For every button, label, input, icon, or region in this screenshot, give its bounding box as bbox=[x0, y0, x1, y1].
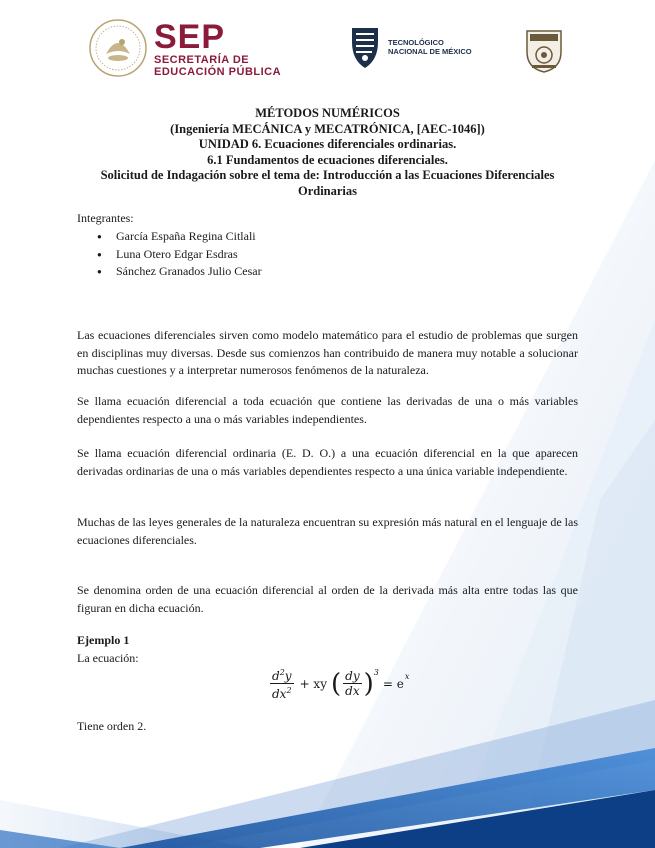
course-title: MÉTODOS NUMÉRICOS bbox=[255, 106, 400, 120]
sep-subtitle-line2: EDUCACIÓN PÚBLICA bbox=[154, 66, 282, 78]
example-conclusion: Tiene orden 2. bbox=[77, 719, 147, 733]
paragraph-natural-laws: Muchas de las leyes generales de la naturaleza encuentran su expresión más natural en el lenguaje de las ecuaciones diferenciales. bbox=[77, 515, 578, 547]
members-list bbox=[97, 228, 262, 281]
members-label: Integrantes: bbox=[77, 211, 134, 225]
eq-rhs-exp: x bbox=[404, 672, 410, 681]
paragraph-definition-edo: Se llama ecuación diferencial ordinaria (E. D. O.) a una ecuación diferencial en la que aparecen derivadas ordinarias de una o más variables dependientes respecto a una única variable independiente. bbox=[77, 446, 578, 478]
paragraph-order-definition: Se denomina orden de una ecuación diferencial al orden de la derivada más alta entre todas las que figuran en dicha ecuación. bbox=[77, 583, 578, 615]
topic-title-line2: Ordinarias bbox=[297, 183, 358, 198]
eq-rhs: = e bbox=[382, 676, 404, 691]
sep-logo bbox=[154, 20, 281, 78]
tecnm-emblem-icon bbox=[346, 22, 384, 72]
tecnm-wordmark bbox=[388, 38, 472, 56]
eq-den1: dx bbox=[272, 687, 287, 701]
eq-num1: d bbox=[272, 669, 280, 683]
sep-wordmark: SEP bbox=[154, 18, 226, 56]
list-item: ● Sánchez Granados Julio Cesar bbox=[97, 263, 262, 281]
tecnm-line2: NACIONAL DE MÉXICO bbox=[388, 47, 472, 56]
eq-num2: dy bbox=[345, 669, 360, 683]
eq-den1-exp: 2 bbox=[286, 686, 292, 695]
eq-outer-exp: 3 bbox=[373, 668, 379, 677]
example-intro: La ecuación: bbox=[77, 651, 139, 665]
eq-middle-term: + xy bbox=[299, 676, 327, 691]
eq-right-paren: ) bbox=[363, 668, 374, 699]
list-item: ● García España Regina Citlali bbox=[97, 228, 262, 246]
first-derivative-fraction bbox=[343, 669, 361, 698]
section-title: 6.1 Fundamentos de ecuaciones diferenciales. bbox=[207, 152, 448, 167]
unit-title: UNIDAD 6. Ecuaciones diferenciales ordinarias. bbox=[198, 137, 457, 151]
paragraph-intro: Las ecuaciones diferenciales sirven como modelo matemático para el estudio de problemas que surgen en disciplinas muy diversas. Desde sus comienzos han contribuido de manera muy notable a solucionar muchas cuestiones y a interpretar numerosos fenómenos de la naturaleza. bbox=[77, 328, 578, 377]
eq-den2: dx bbox=[345, 684, 360, 698]
eq-num1-var: y bbox=[284, 669, 292, 683]
eq-left-paren: ( bbox=[330, 668, 342, 699]
second-derivative-fraction bbox=[270, 666, 294, 701]
program-title: (Ingeniería MECÁNICA y MECATRÓNICA, [AEC-1046]) bbox=[170, 121, 485, 136]
document-title-block bbox=[60, 106, 595, 199]
institute-shield-icon bbox=[524, 28, 564, 74]
coat-of-arms-seal-icon bbox=[88, 18, 148, 78]
example-equation bbox=[268, 666, 409, 701]
eq-num1-exp: 2 bbox=[279, 668, 285, 677]
sep-subtitle-line1: SECRETARÍA DE bbox=[154, 54, 250, 66]
paragraph-definition-de: Se llama ecuación diferencial a toda ecuación que contiene las derivadas de una o más variables dependientes respecto a una o más variables independientes. bbox=[77, 394, 578, 426]
list-item: ● Luna Otero Edgar Esdras bbox=[97, 246, 262, 264]
topic-title-line1: Solicitud de Indagación sobre el tema de: Introducción a las Ecuaciones Diferenciales bbox=[100, 168, 555, 182]
tecnm-line1: TECNOLÓGICO bbox=[388, 38, 444, 47]
example-heading: Ejemplo 1 bbox=[77, 633, 130, 647]
